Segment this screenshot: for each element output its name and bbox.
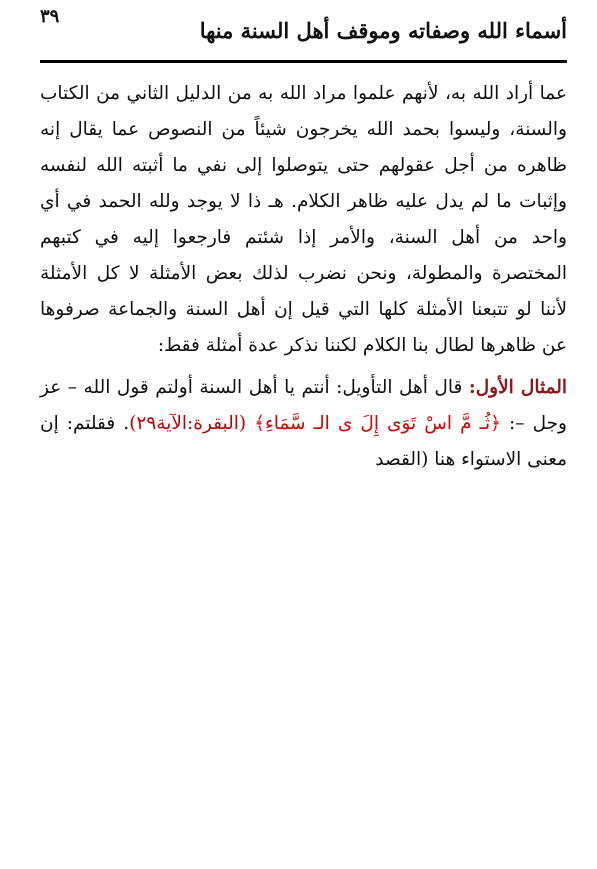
header-rule [40, 60, 567, 63]
page-number: ٣٩ [40, 6, 60, 27]
paragraph [40, 370, 567, 478]
paragraph: عما أراد الله به، لأنهم علموا مراد الله به من الدليل الثاني من الكتاب والسنة، وليسوا بحمد الله يخرجون شيئاً من النصوص عما يقال إنه ظاهره من أجل عقولهم حتى يتوصلوا إلى نفي ما أثبته الله لنفسه وإثبات ما لم يدل عليه ظاهر الكلام. هـ ذا لا يوجد ولله الحمد في أي واحد من أهل السنة، والأمر إذا شئتم فارجعوا إليه في كتبهم المختصرة والمطولة، ونحن نضرب لذلك بعض الأمثلة لا كل الأمثلة لأننا لو تتبعنا الأمثلة كلها التي قيل إن أهل السنة والجماعة صرفوها عن ظاهرها لطال بنا الكلام لكننا نذكر عدة أمثلة فقط: [40, 83, 567, 356]
page-header [40, 6, 567, 58]
paragraph-text: قال أهل التأويل: أنتم يا أهل السنة أولتم قول الله – عز وجل –: [40, 377, 567, 434]
running-title: أسماء الله وصفاته وموقف أهل السنة منها [199, 18, 567, 43]
verse-reference: (البقرة:الآية٢٩) [129, 413, 247, 434]
body-text [40, 76, 567, 478]
paragraph-text: . فقلتم: إن معنى الاستواء هنا (القصد [40, 413, 567, 470]
example-heading: المثال الأول: [468, 377, 568, 398]
quran-verse: ﴿ثُـ مَّ اسْ تَوَى إِلَ ى الـ سَّمَاءِ﴾ [254, 413, 501, 434]
